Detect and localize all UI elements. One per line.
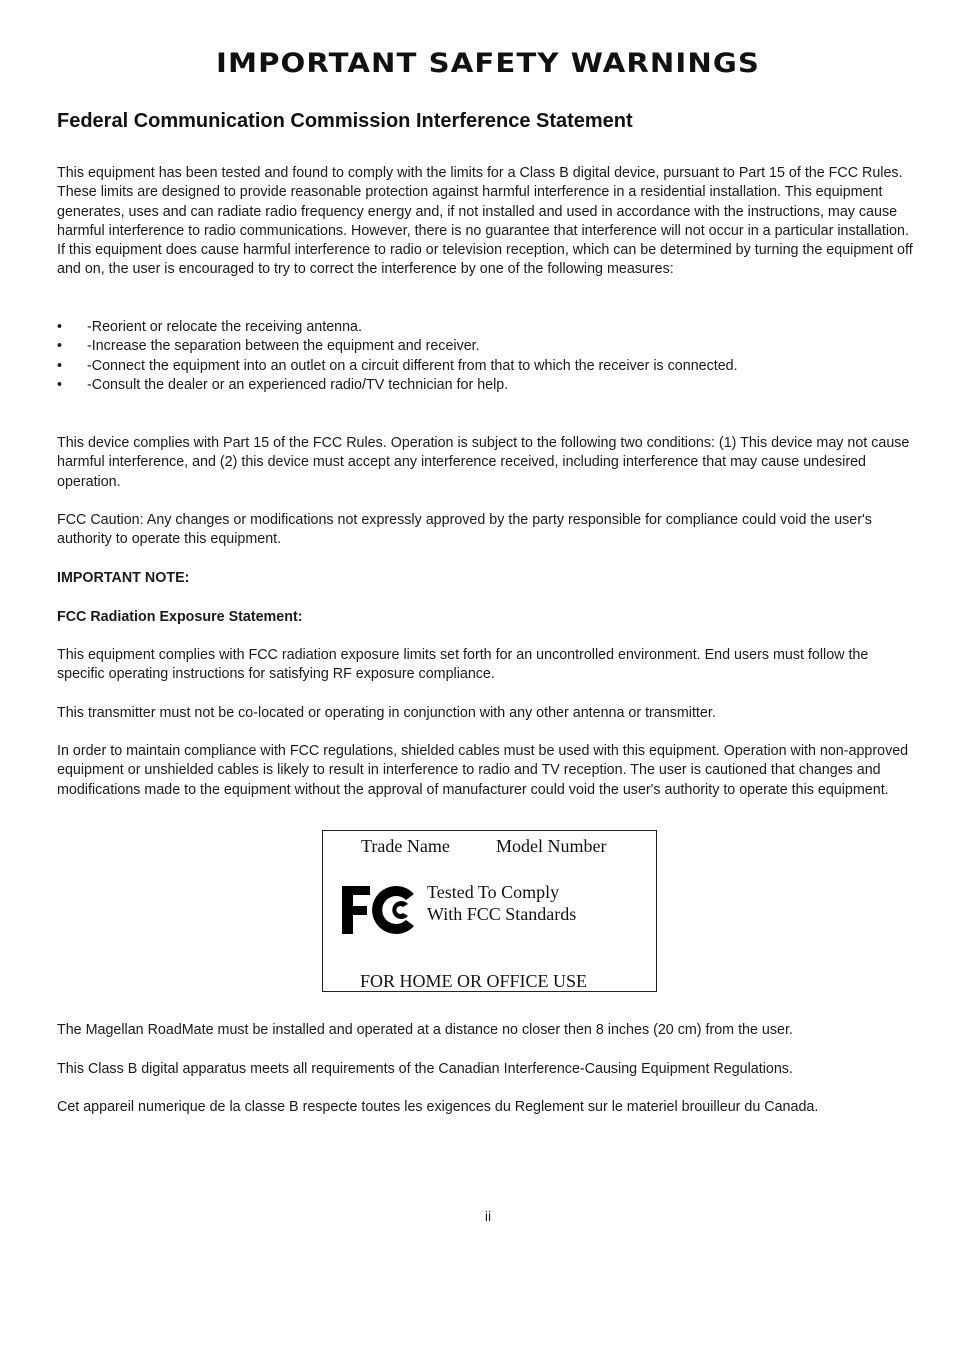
usage-label: FOR HOME OR OFFICE USE [360, 971, 588, 991]
caution-paragraph: FCC Caution: Any changes or modifications not expressly approved by the party responsible for compliance could void the user's authority to operate this equipment. [57, 512, 872, 548]
page-number: ii [484, 1208, 492, 1224]
list-item [57, 318, 919, 337]
shielded-cables-paragraph: In order to maintain compliance with FCC regulations, shielded cables must be used with this equipment. Operation with non-approved equipment or unshielded cables is likely to result in interference to radio and TV reception. The user is cautioned that changes and modifications made to the equipment without the approval of manufacturer could void the user's authority to operate this equipment. [57, 743, 909, 798]
bullet-icon: • [57, 376, 63, 393]
tested-line-2: With FCC Standards [427, 904, 577, 924]
radiation-heading: FCC Radiation Exposure Statement: [57, 609, 303, 625]
bullet-icon: • [57, 357, 63, 374]
tested-line-1: Tested To Comply [427, 882, 560, 902]
fcc-label [322, 830, 657, 992]
measures-list [57, 318, 919, 395]
bullet-icon: • [57, 319, 63, 335]
radiation-paragraph: This equipment complies with FCC radiation exposure limits set forth for an uncontrolled environment. End users must follow the specific operating instructions for satisfying RF exposure compliance. [57, 647, 869, 683]
section-heading: Federal Communication Commission Interference Statement [57, 110, 633, 132]
canada-english-paragraph: This Class B digital apparatus meets all requirements of the Canadian Interference-Causing Equipment Regulations. [57, 1061, 793, 1077]
model-number-label: Model Number [496, 836, 607, 856]
list-item [57, 337, 919, 356]
list-item-text: -Consult the dealer or an experienced radio/TV technician for help. [87, 376, 509, 393]
important-note-heading: IMPORTANT NOTE: [57, 570, 190, 586]
fcc-logo-icon [340, 882, 418, 938]
list-item [57, 376, 919, 395]
page-title: IMPORTANT SAFETY WARNINGS [216, 48, 760, 79]
list-item-text: -Reorient or relocate the receiving antenna. [87, 319, 362, 335]
trade-name-label: Trade Name [361, 836, 450, 856]
distance-paragraph: The Magellan RoadMate must be installed and operated at a distance no closer then 8 inches (20 cm) from the user. [57, 1022, 793, 1038]
list-item [57, 357, 919, 376]
bullet-icon: • [57, 338, 63, 355]
list-item-text: -Increase the separation between the equipment and receiver. [87, 338, 480, 355]
intro-paragraph: This equipment has been tested and found to comply with the limits for a Class B digital device, pursuant to Part 15 of the FCC Rules. These limits are designed to provide reasonable protection against harmful interference in a residential installation. This equipment generates, uses and can radiate radio frequency energy and, if not installed and used in accordance with the instructions, may cause harmful interference to radio communications. However, there is no guarantee that interference will not occur in a particular installation. If this equipment does cause harmful interference to radio or television reception, which can be determined by turning the equipment off and on, the user is encouraged to try to correct the interference by one of the following measures: [57, 165, 913, 278]
colocation-paragraph: This transmitter must not be co-located or operating in conjunction with any other antenna or transmitter. [57, 705, 716, 721]
part15-paragraph: This device complies with Part 15 of the FCC Rules. Operation is subject to the following two conditions: (1) This device may not cause harmful interference, and (2) this device must accept any interference received, including interference that may cause undesired operation. [57, 435, 910, 490]
canada-french-paragraph: Cet appareil numerique de la classe B respecte toutes les exigences du Reglement sur le materiel brouilleur du Canada. [57, 1099, 819, 1115]
list-item-text: -Connect the equipment into an outlet on a circuit different from that to which the receiver is connected. [87, 357, 738, 374]
